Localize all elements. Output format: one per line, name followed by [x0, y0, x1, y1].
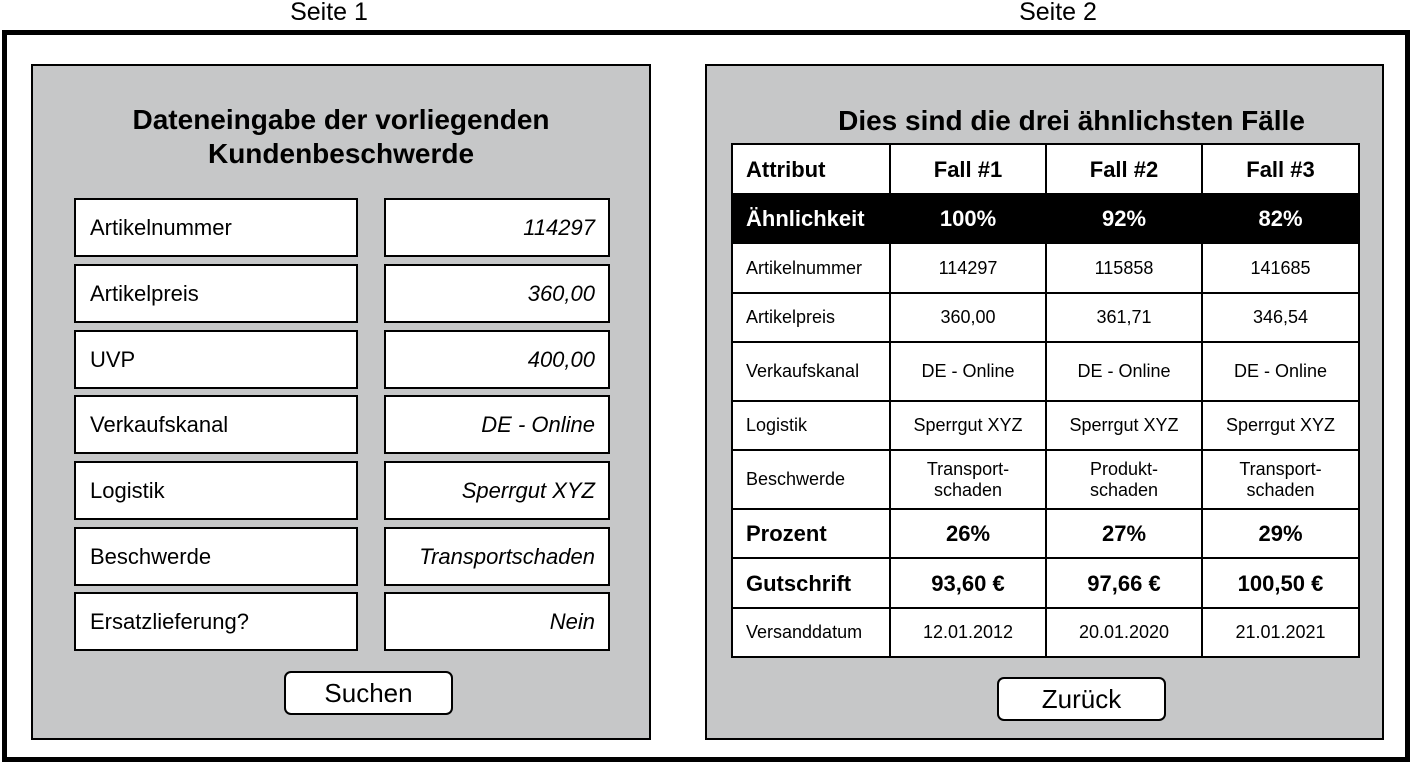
similarity-row: [732, 194, 1359, 243]
gutschrift-row: [732, 558, 1359, 608]
table-cell: Sperrgut XYZ: [1202, 401, 1359, 450]
table-cell: DE - Online: [1046, 342, 1202, 401]
prozent-fall-2: 27%: [1046, 509, 1202, 558]
field-label-beschwerde: Beschwerde: [74, 527, 358, 586]
versanddatum-row: [732, 608, 1359, 657]
prozent-label: Prozent: [732, 509, 890, 558]
header-fall-1: Fall #1: [890, 144, 1046, 194]
row-label: Beschwerde: [732, 450, 890, 509]
table-cell: DE - Online: [1202, 342, 1359, 401]
similarity-fall-2: 92%: [1046, 194, 1202, 243]
field-label-logistik: Logistik: [74, 461, 358, 520]
similarity-fall-1: 100%: [890, 194, 1046, 243]
field-label-verkaufskanal: Verkaufskanal: [74, 395, 358, 454]
prozent-row: [732, 509, 1359, 558]
table-row: [732, 401, 1359, 450]
header-attribut: Attribut: [732, 144, 890, 194]
field-label-uvp: UVP: [74, 330, 358, 389]
header-fall-3: Fall #3: [1202, 144, 1359, 194]
data-entry-title: [33, 103, 649, 171]
versanddatum-fall-2: 20.01.2020: [1046, 608, 1202, 657]
gutschrift-fall-3: 100,50 €: [1202, 558, 1359, 608]
table-cell: Sperrgut XYZ: [1046, 401, 1202, 450]
cell-line: schaden: [1089, 479, 1159, 500]
gutschrift-fall-2: 97,66 €: [1046, 558, 1202, 608]
table-row: [732, 243, 1359, 293]
table-cell: DE - Online: [890, 342, 1046, 401]
similarity-fall-3: 82%: [1202, 194, 1359, 243]
table-cell: Sperrgut XYZ: [890, 401, 1046, 450]
gutschrift-fall-1: 93,60 €: [890, 558, 1046, 608]
table-row: [732, 293, 1359, 342]
prozent-fall-3: 29%: [1202, 509, 1359, 558]
table-cell: [890, 450, 1046, 509]
table-cell: 115858: [1046, 243, 1202, 293]
header-fall-2: Fall #2: [1046, 144, 1202, 194]
table-cell: 361,71: [1046, 293, 1202, 342]
row-label: Artikelpreis: [732, 293, 890, 342]
field-label-artikelpreis: Artikelpreis: [74, 264, 358, 323]
field-label-artikelnummer: Artikelnummer: [74, 198, 358, 257]
cell-line: Produkt-: [1089, 458, 1159, 479]
cell-line: Transport-: [1239, 458, 1322, 479]
field-value-uvp[interactable]: 400,00: [384, 330, 610, 389]
table-row: [732, 450, 1359, 509]
row-label: Logistik: [732, 401, 890, 450]
row-label: Artikelnummer: [732, 243, 890, 293]
field-label-ersatzlieferung: Ersatzlieferung?: [74, 592, 358, 651]
prozent-fall-1: 26%: [890, 509, 1046, 558]
versanddatum-fall-3: 21.01.2021: [1202, 608, 1359, 657]
field-value-beschwerde[interactable]: Transportschaden: [384, 527, 610, 586]
cell-line: Transport-: [926, 458, 1010, 479]
versanddatum-label: Versanddatum: [732, 608, 890, 657]
page2-caption: Seite 2: [1019, 0, 1097, 26]
data-entry-title-line2: Kundenbeschwerde: [207, 138, 475, 169]
search-button[interactable]: Suchen: [284, 671, 453, 715]
table-cell: 141685: [1202, 243, 1359, 293]
versanddatum-fall-1: 12.01.2012: [890, 608, 1046, 657]
row-label: Verkaufskanal: [732, 342, 890, 401]
cell-line: schaden: [933, 479, 1003, 500]
field-value-verkaufskanal[interactable]: DE - Online: [384, 395, 610, 454]
table-cell: [1046, 450, 1202, 509]
data-entry-title-line1: Dateneingabe der vorliegenden: [132, 104, 550, 135]
page1-caption: Seite 1: [290, 0, 368, 26]
field-value-ersatzlieferung[interactable]: Nein: [384, 592, 610, 651]
field-value-logistik[interactable]: Sperrgut XYZ: [384, 461, 610, 520]
similar-cases-table: [731, 143, 1360, 658]
table-cell: 114297: [890, 243, 1046, 293]
table-cell: 360,00: [890, 293, 1046, 342]
table-header-row: [732, 144, 1359, 194]
table-cell: 346,54: [1202, 293, 1359, 342]
similarity-label: Ähnlichkeit: [732, 194, 890, 243]
cell-line: schaden: [1246, 479, 1315, 500]
field-value-artikelnummer[interactable]: 114297: [384, 198, 610, 257]
table-row: [732, 342, 1359, 401]
gutschrift-label: Gutschrift: [732, 558, 890, 608]
field-value-artikelpreis[interactable]: 360,00: [384, 264, 610, 323]
results-title: Dies sind die drei ähnlichsten Fälle: [838, 105, 1305, 136]
back-button[interactable]: Zurück: [997, 677, 1166, 721]
table-cell: [1202, 450, 1359, 509]
